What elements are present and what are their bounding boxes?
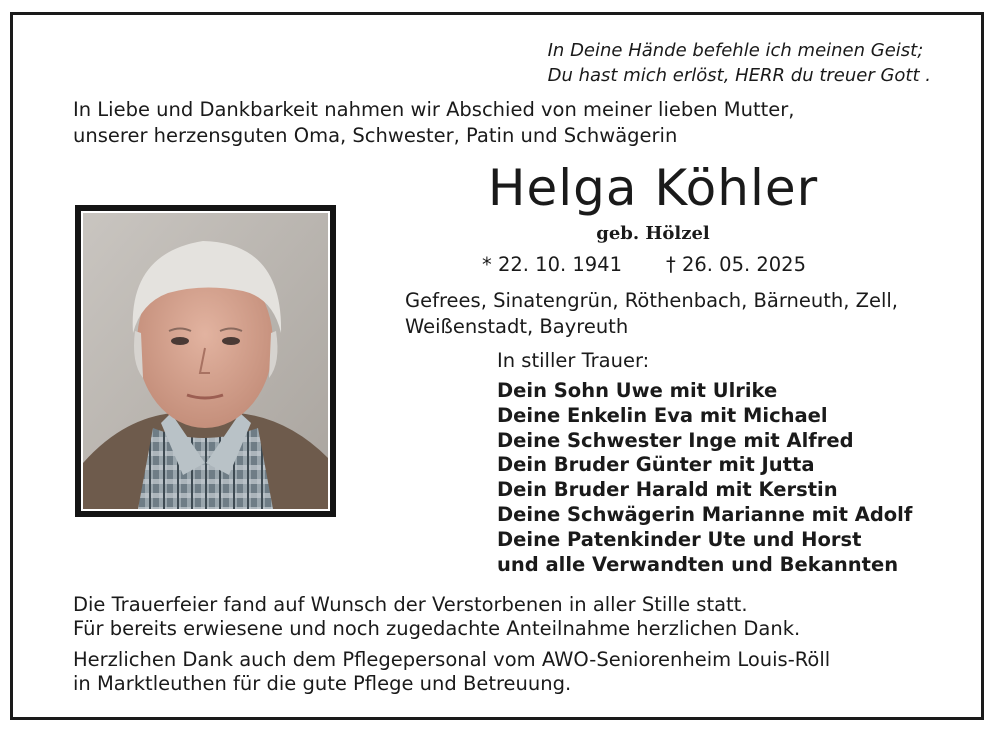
mourners-list — [497, 379, 912, 577]
maiden-name: geb. Hölzel — [596, 223, 710, 244]
mourner-entry: Dein Bruder Günter mit Jutta — [497, 453, 815, 477]
death-date: † 26. 05. 2025 — [666, 253, 806, 276]
mourning-heading: In stiller Trauer: — [497, 349, 650, 372]
mourner-entry: Dein Bruder Harald mit Kerstin — [497, 478, 838, 502]
places-line-2: Weißenstadt, Bayreuth — [405, 315, 629, 338]
intro-line-1: In Liebe und Dankbarkeit nahmen wir Abschied von meiner lieben Mutter, — [73, 98, 795, 121]
closing-line-3: Herzlichen Dank auch dem Pflegepersonal vom AWO-Seniorenheim Louis-Röll — [73, 648, 831, 671]
mourner-entry: Deine Schwägerin Marianne mit Adolf — [497, 502, 913, 526]
mourner-entry: Deine Enkelin Eva mit Michael — [497, 403, 828, 427]
mourner-entry: Dein Sohn Uwe mit Ulrike — [497, 379, 778, 402]
closing-line-1: Die Trauerfeier fand auf Wunsch der Verstorbenen in aller Stille statt. — [73, 593, 748, 616]
verse-line-1: In Deine Hände befehle ich meinen Geist; — [547, 40, 924, 61]
intro-line-2: unserer herzensguten Oma, Schwester, Patin und Schwägerin — [73, 124, 678, 147]
portrait-frame — [75, 205, 336, 517]
intro-text — [73, 97, 794, 149]
places-line-1: Gefrees, Sinatengrün, Röthenbach, Bärneuth, Zell, — [405, 289, 899, 312]
deceased-name: Helga Köhler — [487, 159, 819, 217]
closing-line-2: Für bereits erwiesene und noch zugedachte Anteilnahme herzlichen Dank. — [73, 617, 801, 640]
portrait-illustration — [83, 213, 328, 509]
birth-date: * 22. 10. 1941 — [482, 253, 622, 276]
mourner-entry: und alle Verwandten und Bekannten — [497, 552, 899, 576]
places-list — [405, 288, 898, 340]
closing-line-4: in Marktleuthen für die gute Pflege und Betreuung. — [73, 672, 572, 695]
bible-verse — [548, 38, 931, 88]
portrait-photo — [81, 211, 330, 511]
paragraph-gap — [73, 641, 830, 648]
verse-line-2: Du hast mich erlöst, HERR du treuer Gott . — [547, 65, 931, 86]
mourner-entry: Deine Schwester Inge mit Alfred — [497, 428, 854, 452]
closing-text — [73, 593, 830, 696]
mourner-entry: Deine Patenkinder Ute und Horst — [497, 527, 862, 551]
obituary-notice — [10, 12, 984, 720]
